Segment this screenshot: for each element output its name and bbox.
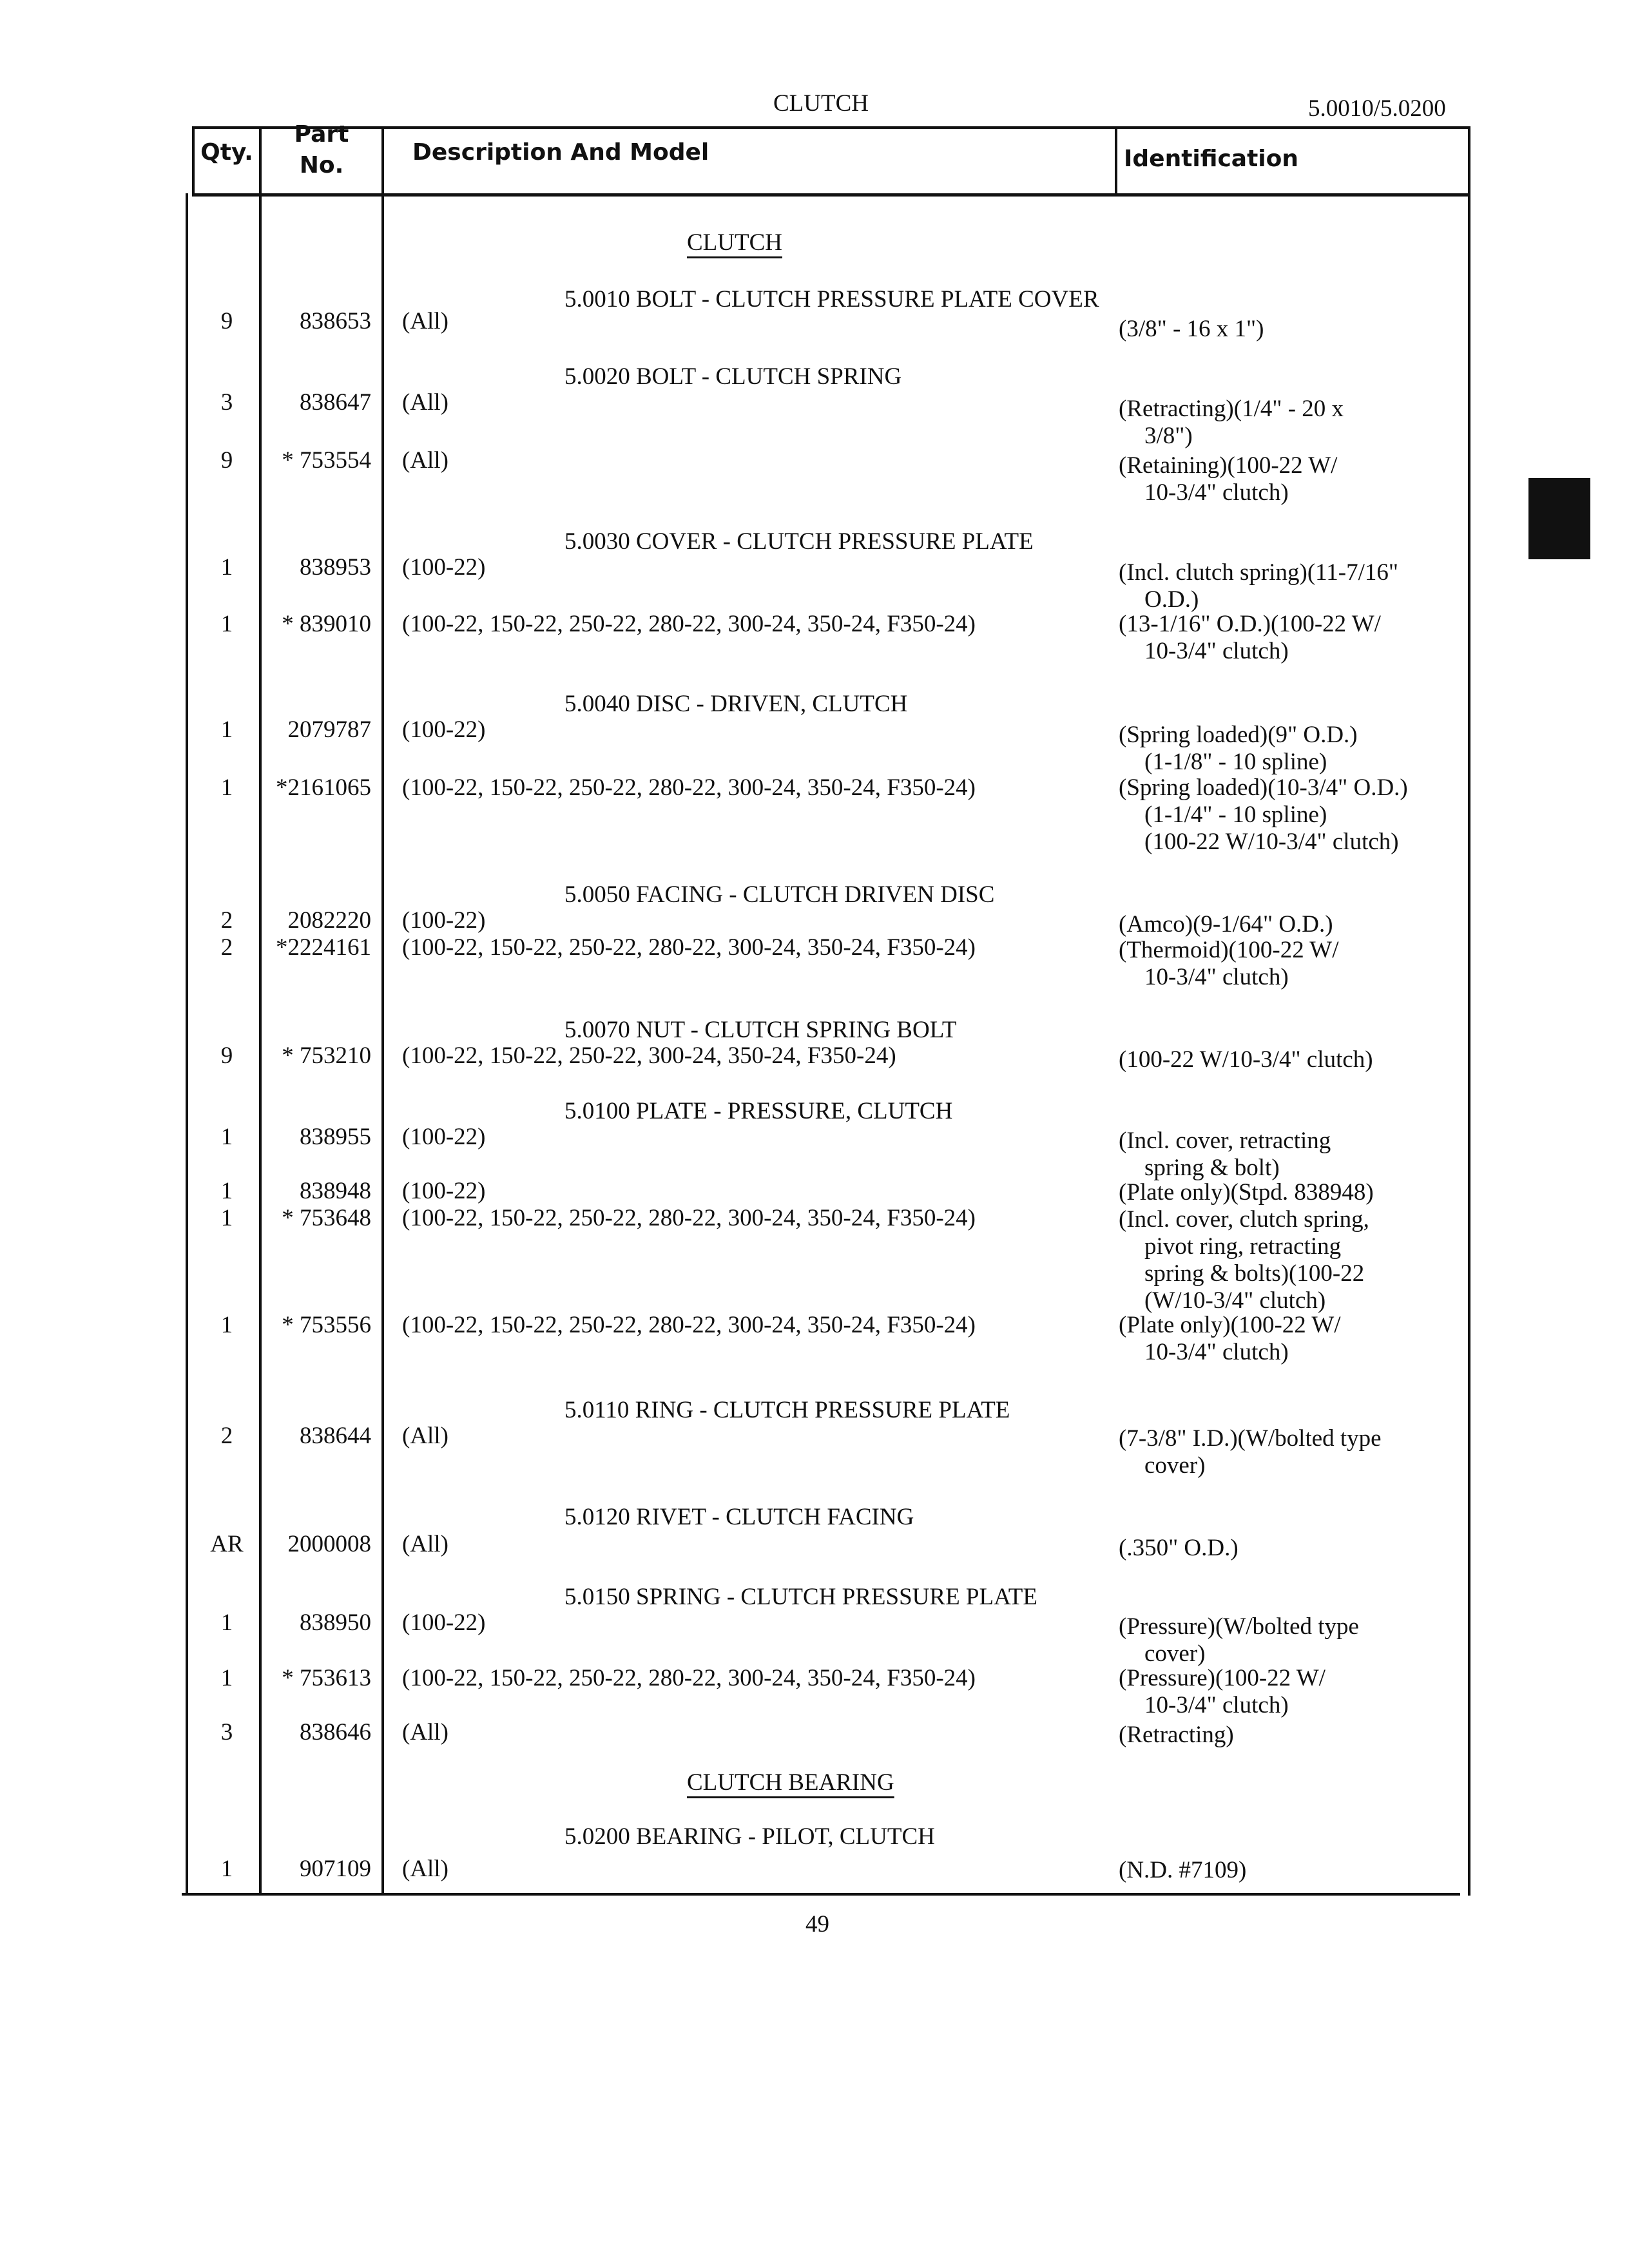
row-qty: 1: [220, 1665, 233, 1691]
row-identification: (13-1/16" O.D.)(100-22 W/: [1119, 611, 1381, 637]
row-identification: (Incl. clutch spring)(11-7/16": [1119, 559, 1398, 586]
row-identification: (7-3/8" I.D.)(W/bolted type: [1119, 1425, 1382, 1452]
row-identification: (3/8" - 16 x 1"): [1119, 316, 1264, 342]
row-identification: (Plate only)(Stpd. 838948): [1119, 1179, 1374, 1206]
row-identification: pivot ring, retracting: [1144, 1233, 1342, 1260]
row-identification: cover): [1144, 1640, 1206, 1667]
row-identification: (Spring loaded)(9" O.D.): [1119, 722, 1358, 748]
row-qty: 9: [220, 1043, 233, 1069]
row-qty: 2: [220, 934, 233, 961]
row-identification: (100-22 W/10-3/4" clutch): [1144, 829, 1399, 855]
item-heading: 5.0110 RING - CLUTCH PRESSURE PLATE: [564, 1397, 1010, 1423]
row-qty: 1: [220, 1205, 233, 1231]
row-qty: 3: [220, 389, 233, 416]
col-header-part-line2: No.: [299, 152, 344, 178]
row-description: (100-22): [402, 907, 486, 934]
item-heading: 5.0200 BEARING - PILOT, CLUTCH: [564, 1823, 935, 1850]
row-part-number: * 753210: [282, 1043, 371, 1069]
row-part-number: *2161065: [276, 774, 371, 801]
row-identification: spring & bolt): [1144, 1155, 1280, 1181]
row-part-number: 2082220: [287, 907, 371, 934]
row-description: (100-22): [402, 716, 486, 743]
row-qty: 1: [220, 1610, 233, 1636]
row-part-number: 2000008: [287, 1531, 371, 1557]
row-identification: (Plate only)(100-22 W/: [1119, 1312, 1341, 1338]
row-identification: (Retracting)(1/4" - 20 x: [1119, 396, 1344, 422]
row-part-number: 838950: [300, 1610, 371, 1636]
item-heading: 5.0120 RIVET - CLUTCH FACING: [564, 1504, 914, 1530]
row-identification: (Thermoid)(100-22 W/: [1119, 937, 1339, 963]
row-qty: 1: [220, 774, 233, 801]
row-part-number: 838647: [300, 389, 371, 416]
row-description: (All): [402, 1423, 448, 1449]
row-qty: 1: [220, 716, 233, 743]
row-identification: cover): [1144, 1452, 1206, 1479]
row-qty: 1: [220, 554, 233, 581]
row-identification: 10-3/4" clutch): [1144, 964, 1289, 990]
row-identification: spring & bolts)(100-22: [1144, 1260, 1365, 1287]
row-qty: 1: [220, 1312, 233, 1338]
row-qty: 1: [220, 1856, 233, 1882]
page-header-ref: 5.0010/5.0200: [1308, 95, 1446, 122]
row-part-number: 838955: [300, 1124, 371, 1150]
row-part-number: 907109: [300, 1856, 371, 1882]
row-part-number: 2079787: [287, 716, 371, 743]
row-qty: 2: [220, 907, 233, 934]
table-left-border-body: [186, 193, 188, 1896]
row-description: (All): [402, 389, 448, 416]
item-heading: 5.0150 SPRING - CLUTCH PRESSURE PLATE: [564, 1584, 1037, 1610]
page-number: 49: [805, 1911, 829, 1937]
row-description: (100-22, 150-22, 250-22, 300-24, 350-24, F350-24): [402, 1043, 896, 1069]
row-description: (All): [402, 308, 448, 334]
item-heading: 5.0010 BOLT - CLUTCH PRESSURE PLATE COVER: [564, 286, 1099, 312]
row-description: (All): [402, 447, 448, 474]
row-identification: (Spring loaded)(10-3/4" O.D.): [1119, 774, 1408, 801]
row-identification: 10-3/4" clutch): [1144, 1339, 1289, 1365]
row-identification: (100-22 W/10-3/4" clutch): [1119, 1046, 1373, 1073]
table-right-border: [1468, 126, 1470, 1896]
row-part-number: * 753613: [282, 1665, 371, 1691]
row-identification: (Retaining)(100-22 W/: [1119, 452, 1338, 479]
item-heading: 5.0020 BOLT - CLUTCH SPRING: [564, 363, 902, 390]
row-qty: 2: [220, 1423, 233, 1449]
row-identification: (Amco)(9-1/64" O.D.): [1119, 911, 1333, 937]
table-bottom-border: [182, 1893, 1460, 1896]
part-col-divider: [381, 126, 384, 1896]
row-identification: 10-3/4" clutch): [1144, 1692, 1289, 1718]
row-part-number: *2224161: [276, 934, 371, 961]
row-description: (All): [402, 1531, 448, 1557]
row-qty: 9: [220, 308, 233, 334]
row-identification: 10-3/4" clutch): [1144, 638, 1289, 664]
item-heading: 5.0070 NUT - CLUTCH SPRING BOLT: [564, 1017, 957, 1043]
row-identification: 3/8"): [1144, 423, 1193, 449]
row-qty: 1: [220, 611, 233, 637]
section-title-clutch: CLUTCH: [687, 229, 782, 256]
row-part-number: * 753556: [282, 1312, 371, 1338]
row-qty: 3: [220, 1719, 233, 1745]
row-description: (100-22, 150-22, 250-22, 280-22, 300-24, 350-24, F350-24): [402, 934, 976, 961]
row-identification: O.D.): [1144, 586, 1199, 613]
row-description: (100-22): [402, 554, 486, 581]
item-heading: 5.0030 COVER - CLUTCH PRESSURE PLATE: [564, 528, 1034, 555]
row-part-number: 838653: [300, 308, 371, 334]
row-identification: (1-1/4" - 10 spline): [1144, 802, 1327, 828]
row-qty: 1: [220, 1178, 233, 1204]
page-header-title: CLUTCH: [773, 90, 869, 117]
row-part-number: * 839010: [282, 611, 371, 637]
row-part-number: * 753648: [282, 1205, 371, 1231]
row-identification: 10-3/4" clutch): [1144, 479, 1289, 506]
row-qty: AR: [210, 1531, 244, 1557]
row-identification: (Retracting): [1119, 1722, 1234, 1748]
row-part-number: 838646: [300, 1719, 371, 1745]
row-qty: 9: [220, 447, 233, 474]
row-description: (100-22, 150-22, 250-22, 280-22, 300-24, 350-24, F350-24): [402, 611, 976, 637]
row-part-number: 838953: [300, 554, 371, 581]
col-header-description: Description And Model: [412, 139, 709, 166]
row-qty: 1: [220, 1124, 233, 1150]
row-identification: (Incl. cover, clutch spring,: [1119, 1206, 1369, 1233]
col-header-qty: Qty.: [200, 139, 253, 166]
row-description: (100-22, 150-22, 250-22, 280-22, 300-24, 350-24, F350-24): [402, 774, 976, 801]
section-tab-marker: [1528, 478, 1590, 559]
row-identification: (N.D. #7109): [1119, 1857, 1247, 1883]
item-heading: 5.0050 FACING - CLUTCH DRIVEN DISC: [564, 881, 995, 908]
section-title-clutch-bearing: CLUTCH BEARING: [687, 1769, 894, 1796]
row-identification: (.350" O.D.): [1119, 1535, 1239, 1561]
row-part-number: 838948: [300, 1178, 371, 1204]
row-description: (100-22, 150-22, 250-22, 280-22, 300-24, 350-24, F350-24): [402, 1312, 976, 1338]
row-identification: (1-1/8" - 10 spline): [1144, 749, 1327, 775]
row-identification: (Pressure)(100-22 W/: [1119, 1665, 1325, 1691]
row-part-number: 838644: [300, 1423, 371, 1449]
row-description: (100-22, 150-22, 250-22, 280-22, 300-24, 350-24, F350-24): [402, 1665, 976, 1691]
item-heading: 5.0040 DISC - DRIVEN, CLUTCH: [564, 691, 908, 717]
row-description: (All): [402, 1719, 448, 1745]
row-description: (100-22): [402, 1610, 486, 1636]
col-header-part-line1: Part: [294, 121, 349, 148]
row-identification: (Pressure)(W/bolted type: [1119, 1613, 1359, 1640]
row-description: (100-22): [402, 1178, 486, 1204]
row-description: (100-22): [402, 1124, 486, 1150]
row-identification: (Incl. cover, retracting: [1119, 1128, 1331, 1154]
row-part-number: * 753554: [282, 447, 371, 474]
col-header-identification: Identification: [1124, 146, 1298, 172]
row-description: (100-22, 150-22, 250-22, 280-22, 300-24, 350-24, F350-24): [402, 1205, 976, 1231]
desc-id-col-divider: [1115, 126, 1117, 196]
item-heading: 5.0100 PLATE - PRESSURE, CLUTCH: [564, 1098, 953, 1124]
row-identification: (W/10-3/4" clutch): [1144, 1287, 1326, 1314]
row-description: (All): [402, 1856, 448, 1882]
